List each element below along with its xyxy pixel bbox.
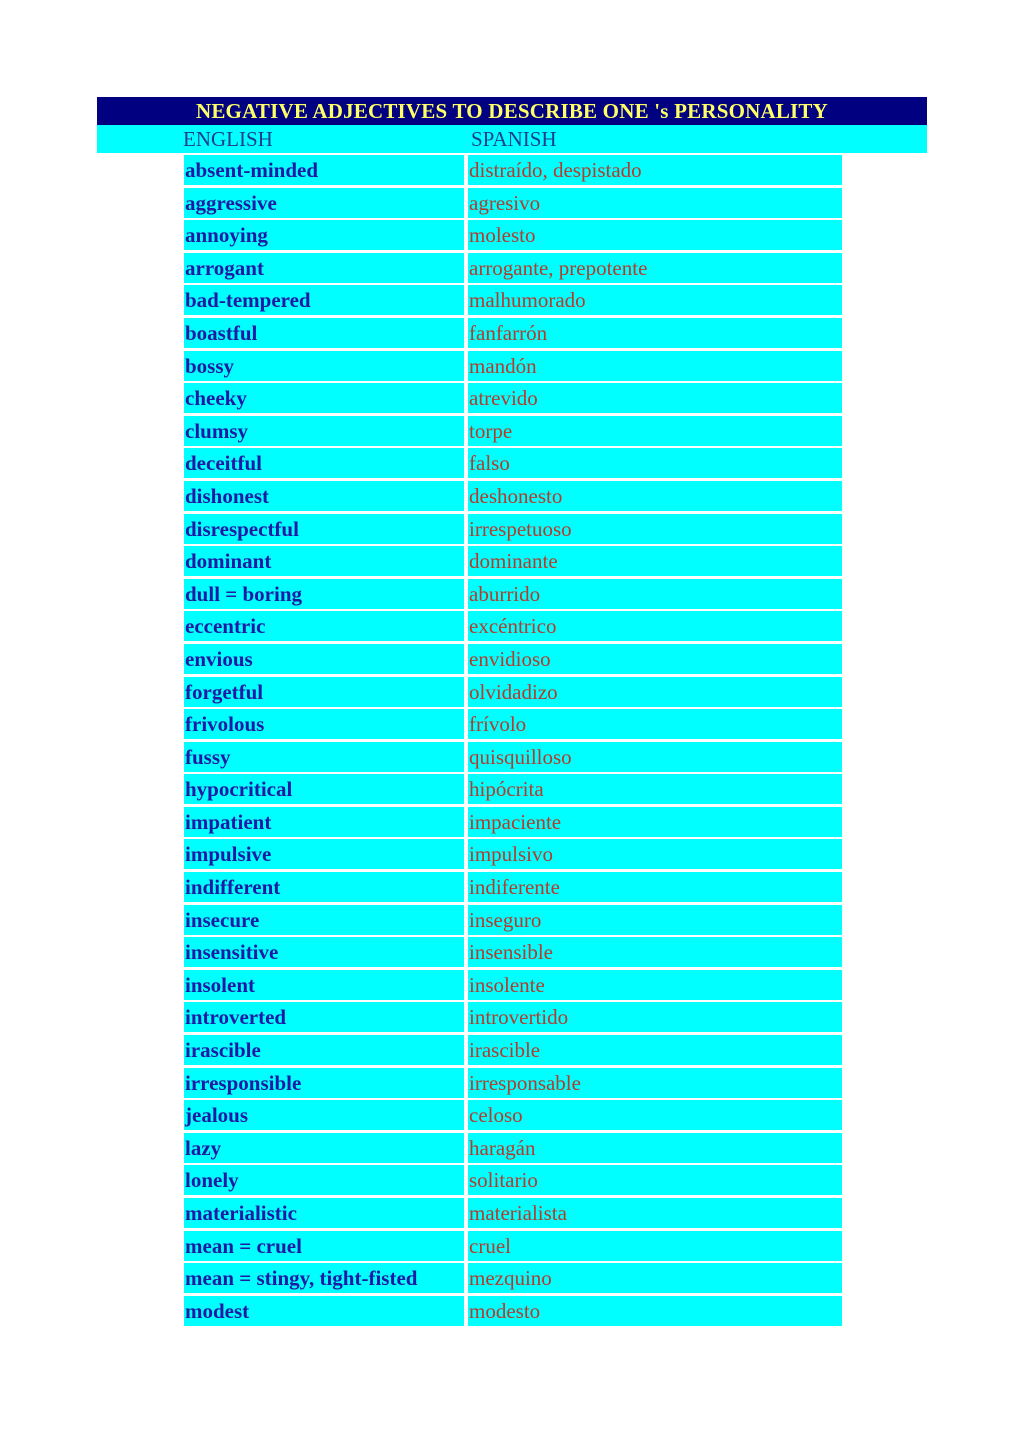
english-word-cell: jealous xyxy=(184,1100,464,1130)
table-row xyxy=(184,351,842,384)
table-row xyxy=(184,839,842,872)
column-header-bar xyxy=(97,125,927,153)
spanish-translation-cell: fanfarrón xyxy=(468,318,842,348)
document-title: NEGATIVE ADJECTIVES TO DESCRIBE ONE 's PERSONALITY xyxy=(97,97,927,125)
table-row xyxy=(184,448,842,481)
spanish-translation-cell: irresponsable xyxy=(468,1068,842,1098)
english-word-cell: lazy xyxy=(184,1133,464,1163)
spanish-translation-cell: solitario xyxy=(468,1165,842,1195)
spanish-translation-cell: olvidadizo xyxy=(468,677,842,707)
spanish-translation-cell: mezquino xyxy=(468,1263,842,1293)
table-row xyxy=(184,1068,842,1101)
table-row xyxy=(184,285,842,318)
english-word-cell: deceitful xyxy=(184,448,464,478)
english-word-cell: irascible xyxy=(184,1035,464,1065)
english-word-cell: insolent xyxy=(184,970,464,1000)
table-row xyxy=(184,937,842,970)
english-word-cell: dominant xyxy=(184,546,464,576)
english-word-cell: dishonest xyxy=(184,481,464,511)
spanish-translation-cell: deshonesto xyxy=(468,481,842,511)
english-word-cell: absent-minded xyxy=(184,155,464,185)
english-word-cell: mean = stingy, tight-fisted xyxy=(184,1263,464,1293)
spanish-translation-cell: celoso xyxy=(468,1100,842,1130)
table-row xyxy=(184,1133,842,1166)
table-row xyxy=(184,1231,842,1264)
english-word-cell: modest xyxy=(184,1296,464,1326)
table-row xyxy=(184,579,842,612)
english-word-cell: envious xyxy=(184,644,464,674)
english-word-cell: boastful xyxy=(184,318,464,348)
spanish-translation-cell: arrogante, prepotente xyxy=(468,253,842,283)
table-row xyxy=(184,383,842,416)
table-row xyxy=(184,253,842,286)
english-word-cell: indifferent xyxy=(184,872,464,902)
table-row xyxy=(184,1035,842,1068)
spanish-translation-cell: modesto xyxy=(468,1296,842,1326)
english-word-cell: insensitive xyxy=(184,937,464,967)
english-word-cell: materialistic xyxy=(184,1198,464,1228)
spanish-translation-cell: torpe xyxy=(468,416,842,446)
spanish-translation-cell: hipócrita xyxy=(468,774,842,804)
spanish-translation-cell: impulsivo xyxy=(468,839,842,869)
table-row xyxy=(184,188,842,221)
english-word-cell: clumsy xyxy=(184,416,464,446)
english-word-cell: bad-tempered xyxy=(184,285,464,315)
english-word-cell: lonely xyxy=(184,1165,464,1195)
spanish-translation-cell: quisquilloso xyxy=(468,742,842,772)
english-word-cell: eccentric xyxy=(184,611,464,641)
table-row xyxy=(184,1296,842,1329)
english-word-cell: frivolous xyxy=(184,709,464,739)
spanish-translation-cell: falso xyxy=(468,448,842,478)
english-word-cell: irresponsible xyxy=(184,1068,464,1098)
english-word-cell: bossy xyxy=(184,351,464,381)
spanish-translation-cell: frívolo xyxy=(468,709,842,739)
english-word-cell: hypocritical xyxy=(184,774,464,804)
spanish-translation-cell: excéntrico xyxy=(468,611,842,641)
column-header-spanish: SPANISH xyxy=(471,127,557,151)
english-word-cell: mean = cruel xyxy=(184,1231,464,1261)
spanish-translation-cell: mandón xyxy=(468,351,842,381)
table-row xyxy=(184,970,842,1003)
spanish-translation-cell: atrevido xyxy=(468,383,842,413)
english-word-cell: introverted xyxy=(184,1002,464,1032)
spanish-translation-cell: aburrido xyxy=(468,579,842,609)
english-word-cell: cheeky xyxy=(184,383,464,413)
english-word-cell: impulsive xyxy=(184,839,464,869)
table-row xyxy=(184,905,842,938)
spanish-translation-cell: haragán xyxy=(468,1133,842,1163)
table-row xyxy=(184,677,842,710)
english-word-cell: impatient xyxy=(184,807,464,837)
table-row xyxy=(184,481,842,514)
english-word-cell: aggressive xyxy=(184,188,464,218)
spanish-translation-cell: introvertido xyxy=(468,1002,842,1032)
table-row xyxy=(184,1263,842,1296)
spanish-translation-cell: envidioso xyxy=(468,644,842,674)
spanish-translation-cell: molesto xyxy=(468,220,842,250)
english-word-cell: annoying xyxy=(184,220,464,250)
english-word-cell: fussy xyxy=(184,742,464,772)
table-row xyxy=(184,220,842,253)
table-row xyxy=(184,546,842,579)
table-row xyxy=(184,611,842,644)
table-row xyxy=(184,774,842,807)
table-row xyxy=(184,1100,842,1133)
spanish-translation-cell: cruel xyxy=(468,1231,842,1261)
table-row xyxy=(184,1002,842,1035)
spanish-translation-cell: insolente xyxy=(468,970,842,1000)
spanish-translation-cell: materialista xyxy=(468,1198,842,1228)
english-word-cell: disrespectful xyxy=(184,514,464,544)
english-word-cell: insecure xyxy=(184,905,464,935)
spanish-translation-cell: insensible xyxy=(468,937,842,967)
spanish-translation-cell: dominante xyxy=(468,546,842,576)
table-row xyxy=(184,1198,842,1231)
vocabulary-table xyxy=(184,155,842,1328)
spanish-translation-cell: impaciente xyxy=(468,807,842,837)
table-row xyxy=(184,514,842,547)
table-row xyxy=(184,742,842,775)
spanish-translation-cell: inseguro xyxy=(468,905,842,935)
table-row xyxy=(184,416,842,449)
spanish-translation-cell: irrespetuoso xyxy=(468,514,842,544)
english-word-cell: arrogant xyxy=(184,253,464,283)
spanish-translation-cell: malhumorado xyxy=(468,285,842,315)
table-row xyxy=(184,155,842,188)
table-row xyxy=(184,709,842,742)
spanish-translation-cell: irascible xyxy=(468,1035,842,1065)
column-header-english: ENGLISH xyxy=(183,127,273,151)
table-row xyxy=(184,644,842,677)
table-row xyxy=(184,807,842,840)
table-row xyxy=(184,872,842,905)
spanish-translation-cell: distraído, despistado xyxy=(468,155,842,185)
spanish-translation-cell: indiferente xyxy=(468,872,842,902)
table-row xyxy=(184,318,842,351)
spanish-translation-cell: agresivo xyxy=(468,188,842,218)
table-row xyxy=(184,1165,842,1198)
english-word-cell: forgetful xyxy=(184,677,464,707)
english-word-cell: dull = boring xyxy=(184,579,464,609)
